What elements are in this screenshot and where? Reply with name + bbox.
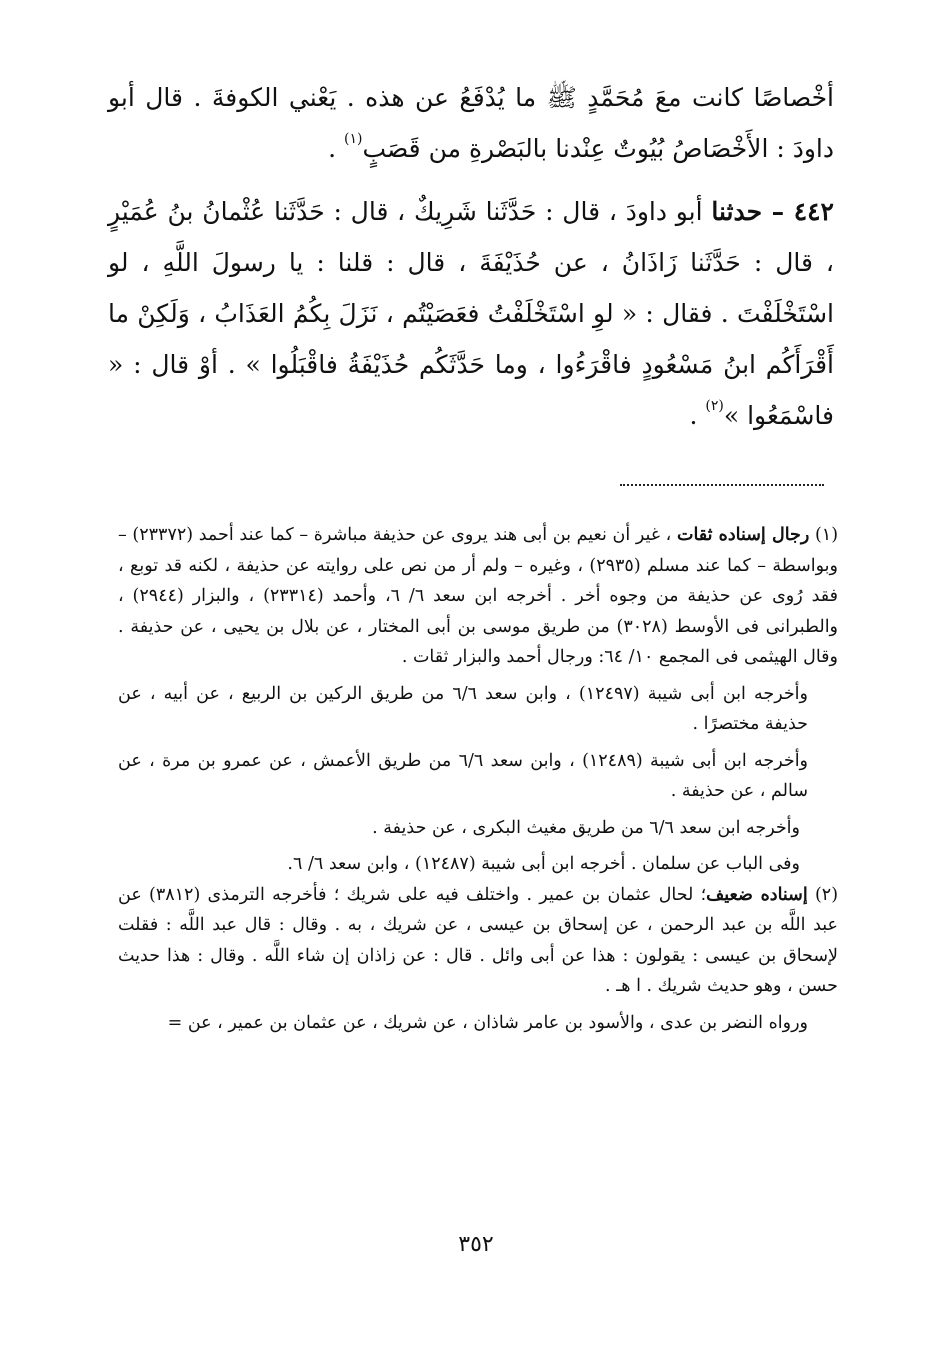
footnote-1-paragraph-4: وأخرجه ابن سعد ٦/٦ من طريق مغيث البكرى ، عن حذيفة . (372, 817, 800, 838)
footnote-ref-1: (١) (343, 131, 363, 147)
footnote-1-paragraph-2: وأخرجه ابن أبى شيبة (١٢٤٩٧) ، وابن سعد ٦/٦ من طريق الركين بن الربيع ، عن أبيه ، عن حذيفة مختصرًا . (118, 683, 808, 734)
footnote-2-paragraph-2: ورواه النضر بن عدى ، والأسود بن عامر شاذان ، عن شريك ، عن عثمان بن عمير ، عن = (167, 1012, 808, 1033)
footnote-1-paragraph-5: وفى الباب عن سلمان . أخرجه ابن أبى شيبة (١٢٤٨٧) ، وابن سعد ٦/ ٦. (287, 854, 800, 874)
continuation-end: . (328, 134, 344, 163)
hadith-lead-word: حدثنا (711, 197, 763, 226)
continuation-paragraph (108, 72, 834, 174)
main-text-block (108, 72, 834, 441)
footnote-2-grading: إسناده ضعيف (706, 884, 808, 905)
footnote-separator (620, 484, 824, 486)
footnote-2-text: ؛ لحال عثمان بن عمير . واختلف فيه على شريك ؛ فأخرجه الترمذى (٣٨١٢) عن عبد اللَّه بن عبد الرحمن ، عن إسحاق بن عيسى ، عن شريك ، به . وقال : قال عبد اللَّه : فقلت لإسحاق بن عيسى : يقولون : هذا عن أبى وائل . قال : عن زاذان إن شاء اللَّه . وقال : هذا حديث حسن ، وهو حديث شريك . ا هـ . (118, 884, 838, 996)
continuation-text: أخْصاصًا كانت معَ مُحَمَّدٍ ﷺ ما يُدْفَعُ عن هذه . يَعْني الكوفةَ . قال أبو داودَ : الأَخْصَاصُ بُيُوتٌ عِنْدنا بالبَصْرةِ من قَصَبٍ (108, 83, 834, 163)
footnote-1-text: ، غير أن نعيم بن أبى هند يروى عن حذيفة مباشرة – كما عند أحمد (٢٣٣٧٢) – وبواسطة – كما عند مسلم (٢٩٣٥) ، وغيره – ولم أر من نص على روايته عن حذيفة ، لكنه قد توبع ، فقد رُوى عن حذيفة من وجوه أخر . أخرجه ابن سعد ٦/ ٦، وأحمد (٢٣٣١٤) ، والبزار (٢٩٤٤) ، والطبرانى فى الأوسط (٣٠٢٨) من طريق موسى بن أبى المختار ، عن بلال بن يحيى ، عن حذيفة . وقال الهيثمى فى المجمع ١٠/ ٦٤: ورجال أحمد والبزار ثقات . (118, 525, 839, 667)
footnote-1-marker: (١) (809, 525, 839, 545)
hadith-paragraph (108, 186, 834, 441)
hadith-number: ٤٤٢ – (762, 197, 834, 226)
footnote-2-marker: (٢) (807, 884, 839, 905)
footnote-ref-2: (٢) (705, 398, 724, 414)
footnotes-block (118, 520, 838, 1038)
page-number: ٣٥٢ (458, 1232, 494, 1257)
hadith-text: أبو داودَ ، قال : حَدَّثَنا شَرِيكٌ ، قال : حَدَّثَنا عُثْمانُ بنُ عُمَيْرٍ ، قال : حَدَّثَنا زَاذَانُ ، عن حُذَيْفَةَ ، قال : قلنا : يا رسولَ اللَّهِ ، لو اسْتَخْلَفْتَ . فقال : « لوِ اسْتَخْلَفْتُ فعَصَيْتُم ، نَزَلَ بِكُمُ العَذَابُ ، وَلَكِنْ ما أَقْرَأَكُم ابنُ مَسْعُودٍ فاقْرَءُوا ، وما حَدَّثَكُم حُذَيْفَةُ فاقْبَلُوا » . أوْ قال : « فاسْمَعُوا » (108, 197, 834, 430)
hadith-end: . (689, 401, 706, 430)
footnote-1 (118, 520, 838, 673)
footnote-2 (118, 880, 838, 1002)
footnote-1-paragraph-3: وأخرجه ابن أبى شيبة (١٢٤٨٩) ، وابن سعد ٦/٦ من طريق الأعمش ، عن عمرو بن مرة ، عن سالم ، عن حذيفة . (118, 750, 809, 801)
footnote-1-grading: رجال إسناده ثقات (676, 525, 810, 545)
